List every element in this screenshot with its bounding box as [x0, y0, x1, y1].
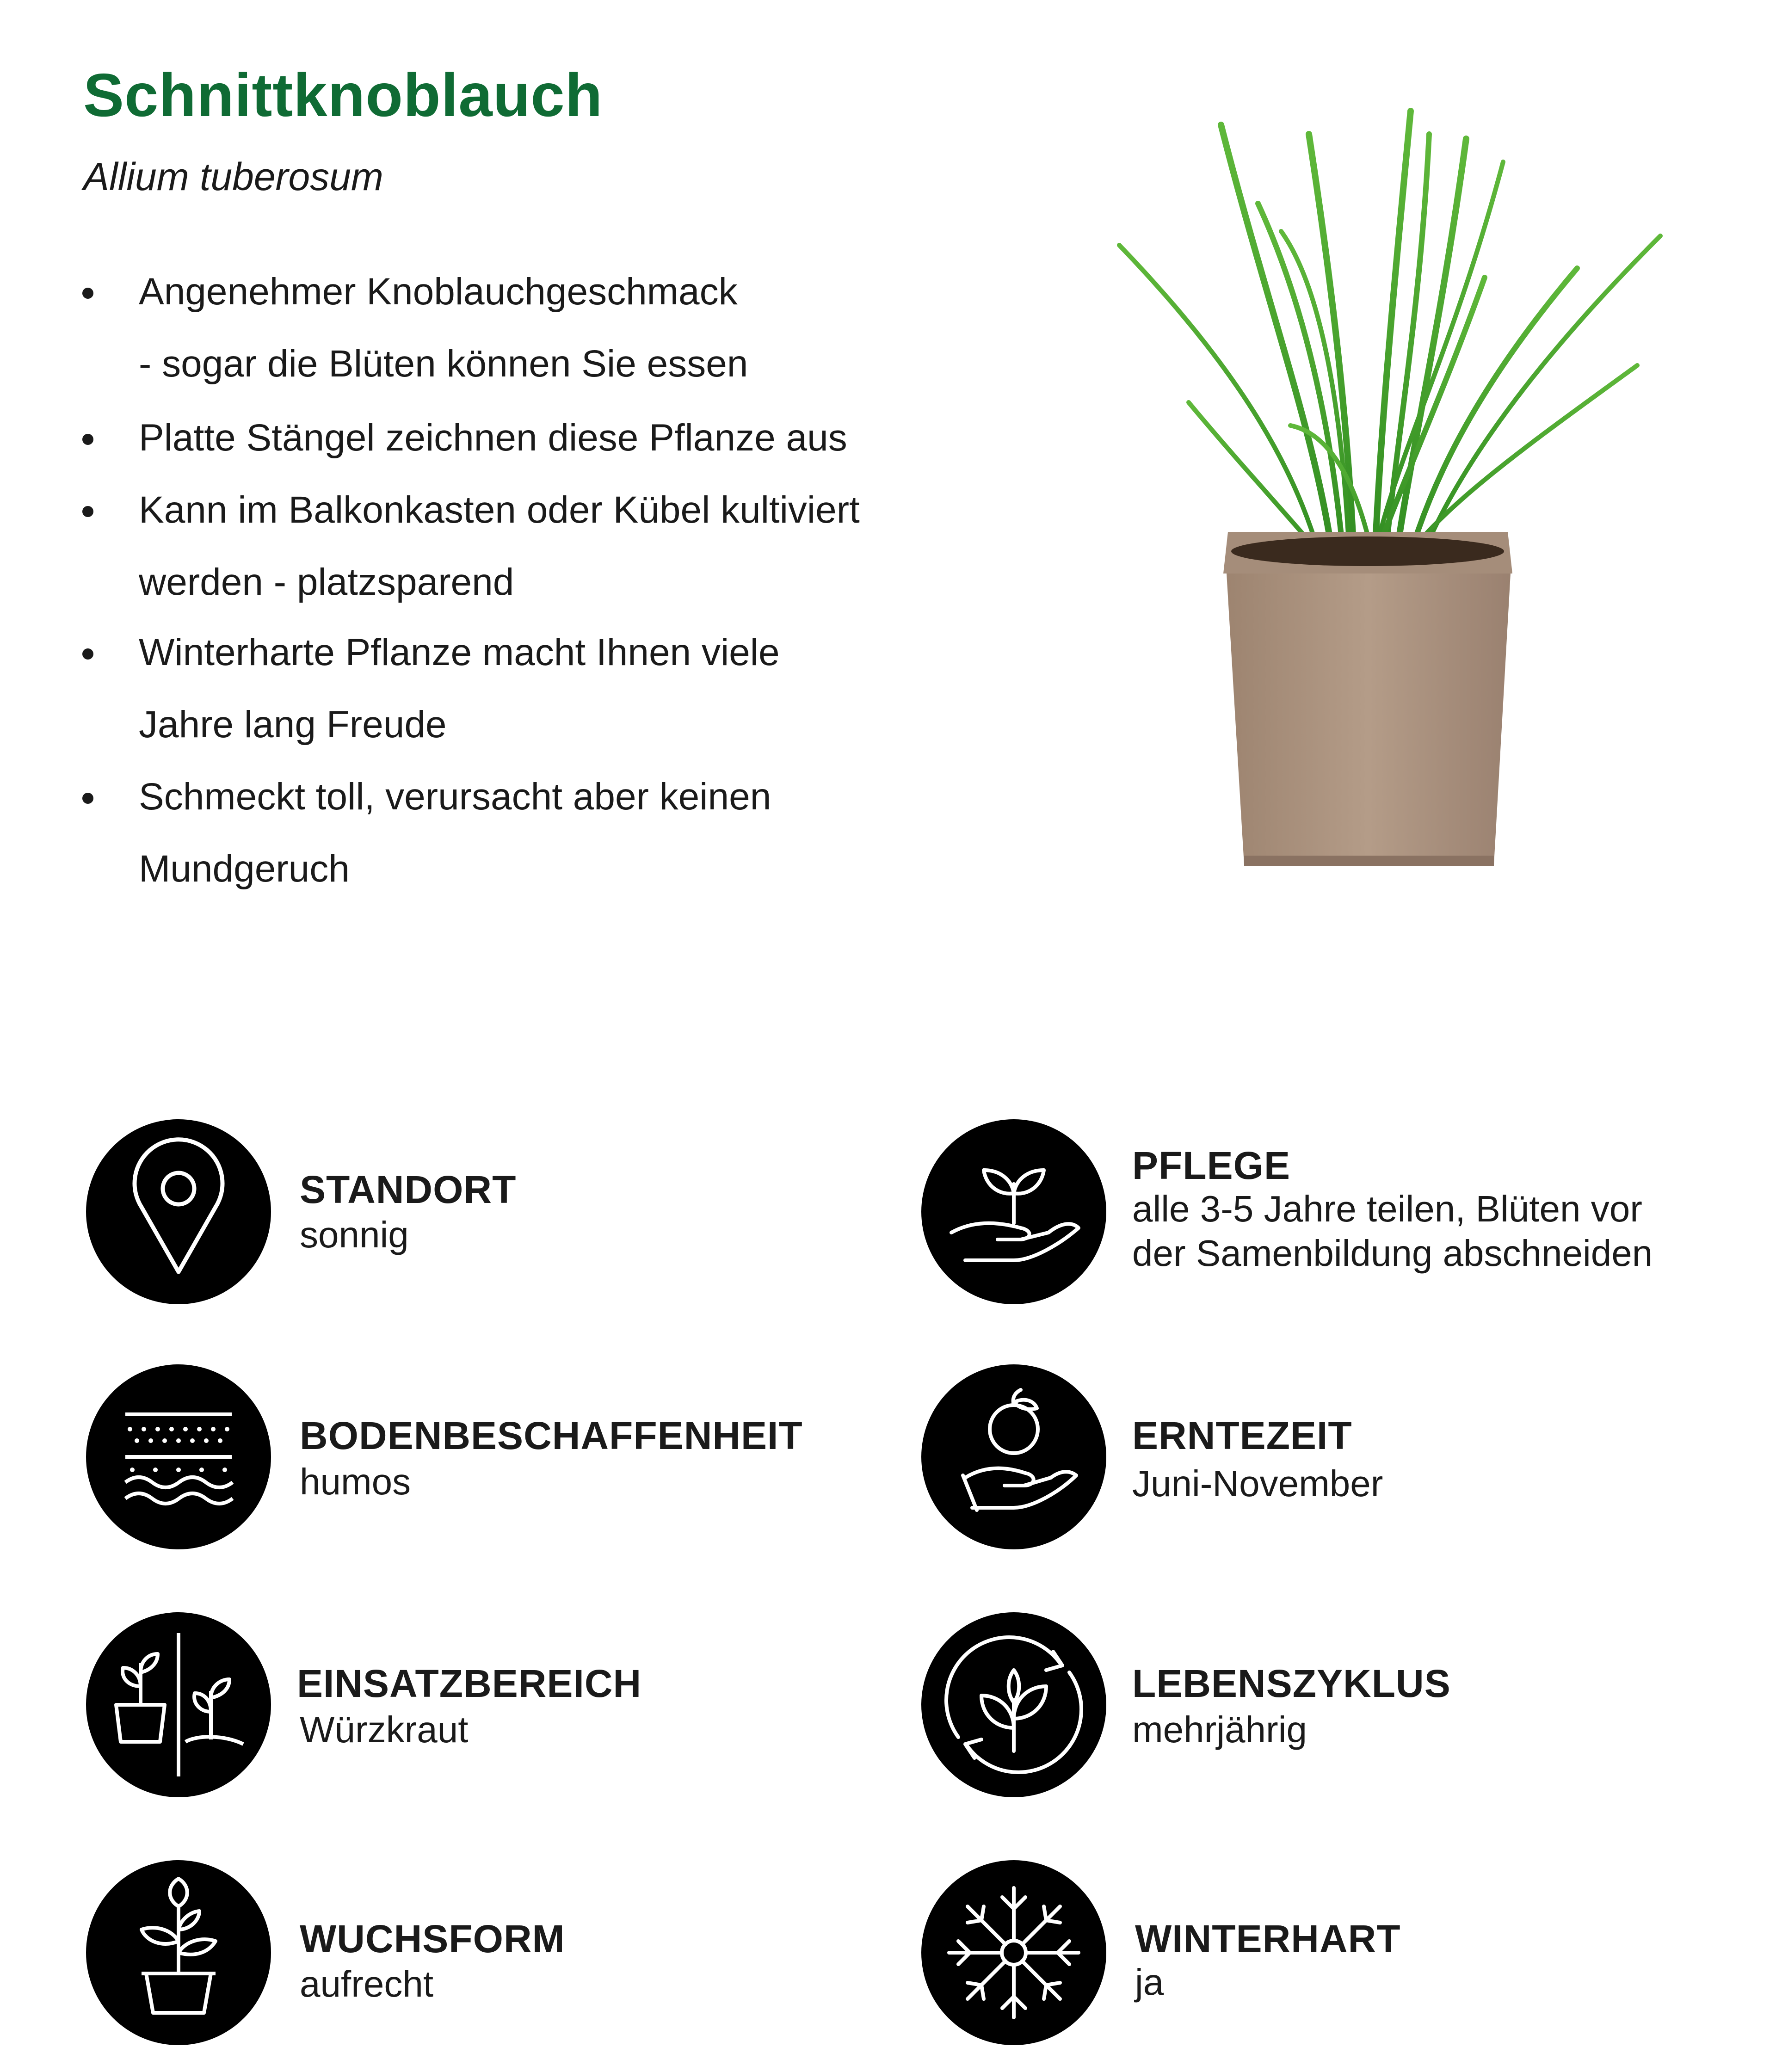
winter-value: ja — [1135, 1961, 1164, 2003]
standort-value: sonnig — [300, 1214, 409, 1255]
ernte-label: ERNTEZEIT — [1132, 1414, 1352, 1457]
feature-4-line-2: Jahre lang Freude — [139, 703, 447, 746]
standort-label: STANDORT — [300, 1168, 517, 1211]
einsatz-label: EINSATZBEREICH — [297, 1662, 642, 1705]
feature-3-line-2: werden - platzsparend — [139, 561, 514, 603]
feature-1-line-1: Angenehmer Knoblauchgeschmack — [139, 271, 738, 313]
pflege-label: PFLEGE — [1132, 1144, 1291, 1187]
lifecycle-leaf-icon — [921, 1612, 1106, 1797]
hand-seedling-icon — [921, 1119, 1106, 1304]
einsatz-value: Würzkraut — [300, 1709, 469, 1750]
winter-label: WINTERHART — [1135, 1917, 1401, 1961]
hand-fruit-icon — [921, 1364, 1106, 1549]
leben-label: LEBENSZYKLUS — [1132, 1662, 1451, 1705]
boden-label: BODENBESCHAFFENHEIT — [300, 1414, 803, 1457]
potted-plant-icon — [86, 1860, 271, 2045]
feature-5-line-1: Schmeckt toll, verursacht aber keinen — [139, 776, 771, 818]
soil-layers-icon — [86, 1364, 271, 1549]
wuchs-value: aufrecht — [300, 1963, 434, 2004]
ernte-value: Juni-November — [1132, 1463, 1383, 1504]
pot-and-ground-plant-icon — [86, 1612, 271, 1797]
feature-5-line-2: Mundgeruch — [139, 848, 350, 890]
feature-3-line-1: Kann im Balkonkasten oder Kübel kultiviert — [139, 489, 860, 531]
wuchs-label: WUCHSFORM — [300, 1917, 565, 1961]
product-title: Schnittknoblauch — [83, 61, 603, 129]
snowflake-icon — [921, 1860, 1106, 2045]
pflege-value-line-2: der Samenbildung abschneiden — [1132, 1233, 1653, 1274]
pflege-value-line-1: alle 3-5 Jahre teilen, Blüten vor — [1132, 1188, 1642, 1229]
feature-1-line-2: - sogar die Blüten können Sie essen — [139, 343, 748, 385]
latin-name: Allium tuberosum — [83, 155, 383, 198]
boden-value: humos — [300, 1461, 411, 1502]
leben-value: mehrjährig — [1132, 1709, 1307, 1750]
feature-2-line-1: Platte Stängel zeichnen diese Pflanze aus — [139, 417, 847, 459]
feature-4-line-1: Winterharte Pflanze macht Ihnen viele — [139, 631, 780, 673]
location-pin-icon — [86, 1119, 271, 1304]
